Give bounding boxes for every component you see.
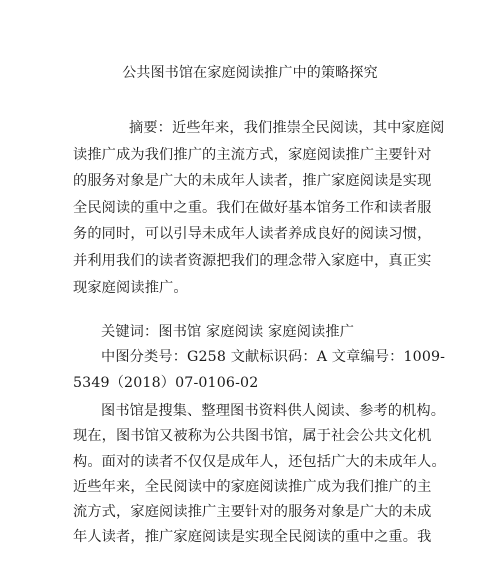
abstract-line: 并利用我们的读者资源把我们的理念带入家庭中，真正实	[73, 252, 432, 269]
abstract-paragraph	[73, 115, 445, 301]
abstract-line: 摘要：近些年来，我们推崇全民阅读，其中家庭阅	[129, 120, 445, 136]
abstract-line: 务的同时，可以引导未成年人读者养成良好的阅读习惯，	[73, 226, 432, 243]
keywords-section	[73, 320, 446, 396]
abstract-line: 全民阅读的重中之重。我们在做好基本馆务工作和读者服	[73, 199, 432, 216]
body-line: 图书馆是搜集、整理图书资料供人阅读、参考的机构。	[101, 403, 446, 419]
body-line: 构。面对的读者不仅仅是成年人，还包括广大的未成年人。	[73, 453, 446, 470]
body-line: 年人读者，推广家庭阅读是实现全民阅读的重中之重。我	[73, 529, 432, 546]
body-line: 流方式，家庭阅读推广主要针对的服务对象是广大的未成	[73, 504, 432, 521]
abstract-line: 现家庭阅读推广。	[73, 279, 188, 296]
keywords-line: 关键词：图书馆 家庭阅读 家庭阅读推广	[101, 324, 355, 340]
abstract-line: 读推广成为我们推广的主流方式，家庭阅读推广主要针对	[73, 146, 432, 163]
body-line: 现在，图书馆又被称为公共图书馆，属于社会公共文化机	[73, 428, 432, 445]
document-title: 公共图书馆在家庭阅读推广中的策略探究	[122, 65, 378, 81]
body-paragraph	[73, 399, 446, 551]
classification-line: 中图分类号：G258 文献标识码：A 文章编号：1009-	[101, 349, 446, 366]
body-line: 近些年来，全民阅读中的家庭阅读推广成为我们推广的主	[73, 478, 432, 495]
abstract-line: 的服务对象是广大的未成年人读者，推广家庭阅读是实现	[73, 173, 432, 190]
classification-line: 5349（2018）07-0106-02	[73, 374, 259, 391]
